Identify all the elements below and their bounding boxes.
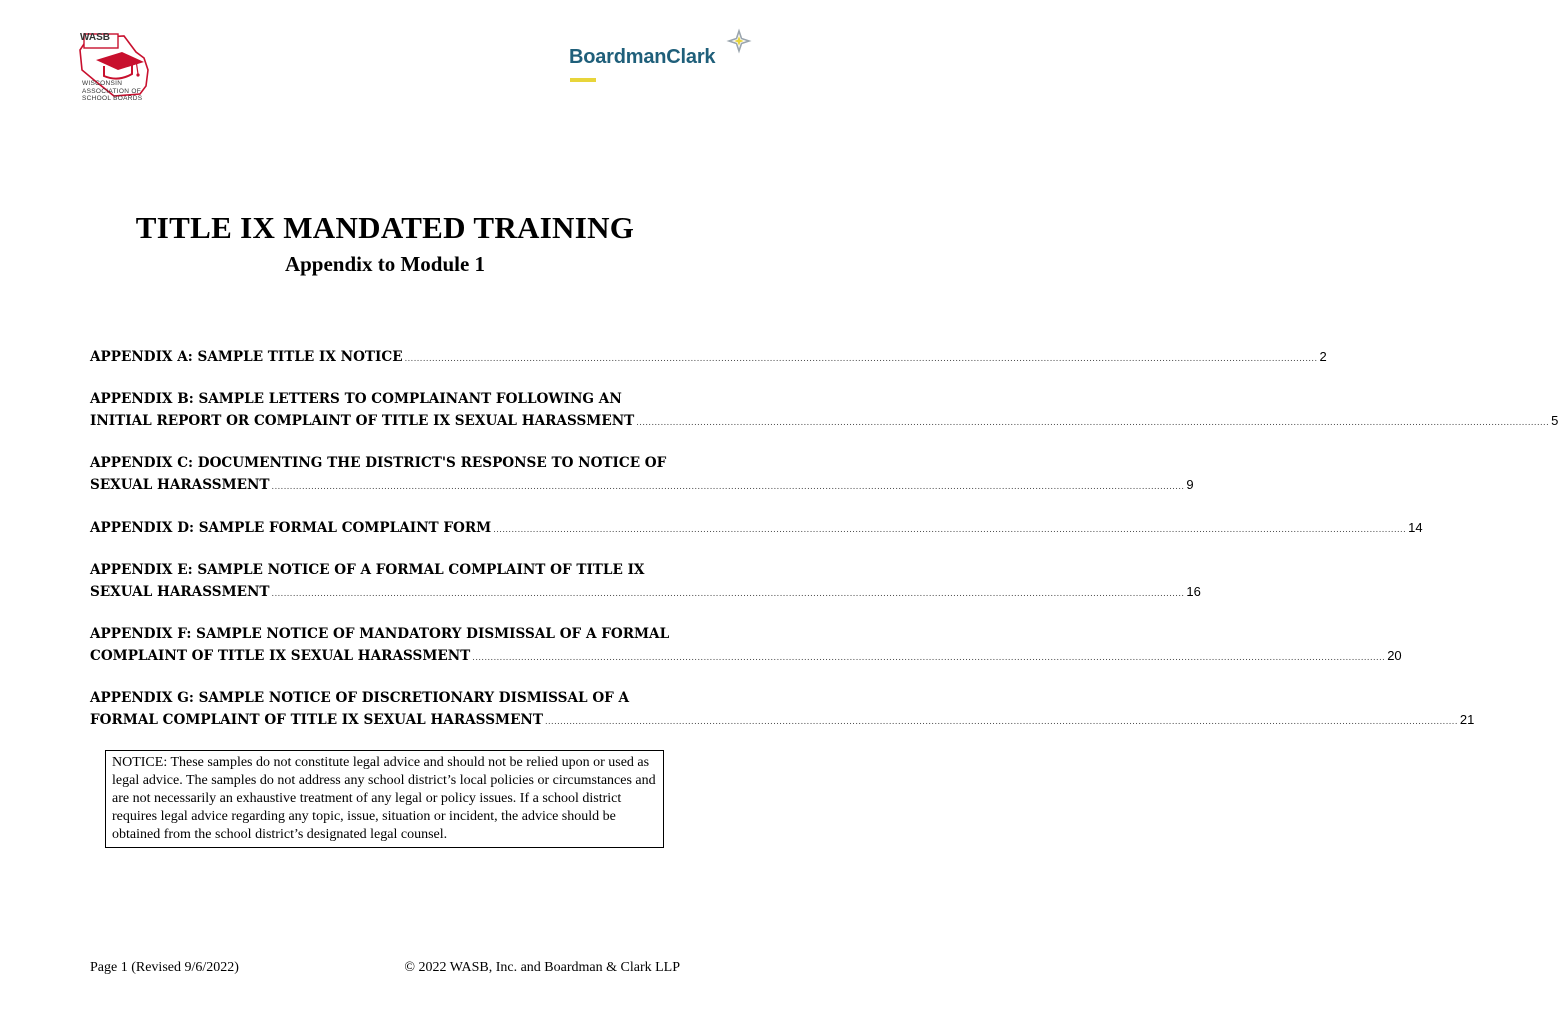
- toc-page-number: 5: [1551, 413, 1558, 428]
- toc-entry-line: [90, 453, 680, 474]
- footer-copyright: © 2022 WASB, Inc. and Boardman & Clark LLP: [404, 960, 680, 975]
- toc-entry-line: [90, 389, 680, 410]
- toc-entry-text: SEXUAL HARASSMENT: [90, 584, 270, 600]
- toc-entry-text: APPENDIX G: SAMPLE NOTICE OF DISCRETIONARY DISMISSAL OF A: [90, 690, 630, 706]
- toc-entry[interactable]: [90, 346, 1327, 369]
- toc-entry-text: APPENDIX C: DOCUMENTING THE DISTRICT'S RESPONSE TO NOTICE OF: [90, 455, 667, 471]
- toc-entry[interactable]: [90, 560, 1201, 604]
- footer-page-info: Page 1 (Revised 9/6/2022): [90, 960, 239, 975]
- legal-notice-box: NOTICE: These samples do not constitute legal advice and should not be relied upon or used as legal advice. The samples do not address any school district’s local policies or circumstances and are not necessarily an exhaustive treatment of any legal or policy issues. If a school district requires legal advice regarding any topic, issue, situation or incident, the advice should be obtained from the school district’s designated legal counsel.: [105, 750, 664, 848]
- toc-page-number: 2: [1319, 349, 1327, 364]
- toc-entry-line: [90, 410, 1558, 433]
- toc-leader-dots: ............................................................................................................................................................................................................................................................................................................: [544, 717, 1458, 726]
- toc-entry-line: [90, 346, 1327, 369]
- toc-entry-text: APPENDIX A: SAMPLE TITLE IX NOTICE: [90, 349, 403, 365]
- toc-entry-line: [90, 624, 680, 645]
- toc-entry-line: [90, 560, 680, 581]
- toc-entry-text: APPENDIX F: SAMPLE NOTICE OF MANDATORY DISMISSAL OF A FORMAL: [90, 626, 670, 642]
- toc-entry-line: [90, 645, 1402, 668]
- wasb-logo: [74, 30, 174, 122]
- document-title: TITLE IX MANDATED TRAINING: [135, 210, 635, 245]
- toc-leader-dots: ............................................................................................................................................................................................................................................................................................................: [404, 354, 1318, 363]
- toc-entry-text: COMPLAINT OF TITLE IX SEXUAL HARASSMENT: [90, 648, 471, 664]
- toc-entry-text: INITIAL REPORT OR COMPLAINT OF TITLE IX SEXUAL HARASSMENT: [90, 413, 635, 429]
- toc-entry-line: [90, 517, 1423, 540]
- toc-entry-text: APPENDIX E: SAMPLE NOTICE OF A FORMAL COMPLAINT OF TITLE IX: [90, 562, 645, 578]
- toc-page-number: 16: [1186, 584, 1201, 599]
- toc-entry-line: [90, 688, 680, 709]
- document-subtitle: Appendix to Module 1: [284, 252, 486, 276]
- toc-entry[interactable]: [90, 517, 1423, 540]
- wasb-name-line-2: ASSOCIATION OF: [82, 87, 141, 95]
- toc-page-number: 20: [1387, 648, 1402, 663]
- toc-entry-line: [90, 474, 1194, 497]
- toc-leader-dots: ............................................................................................................................................................................................................................................................................................................: [636, 418, 1550, 427]
- toc-leader-dots: ............................................................................................................................................................................................................................................................................................................: [271, 589, 1185, 598]
- toc-entry-line: [90, 581, 1201, 604]
- toc-entry-text: FORMAL COMPLAINT OF TITLE IX SEXUAL HARASSMENT: [90, 712, 543, 728]
- wasb-name: [82, 80, 142, 103]
- toc-entry-text: APPENDIX B: SAMPLE LETTERS TO COMPLAINANT FOLLOWING AN: [90, 391, 622, 407]
- toc-entry-text: APPENDIX D: SAMPLE FORMAL COMPLAINT FORM: [90, 520, 492, 536]
- table-of-contents: [90, 346, 1558, 752]
- wasb-logo-label: WASB: [80, 32, 110, 43]
- toc-entry[interactable]: [90, 453, 1194, 497]
- toc-page-number: 14: [1408, 520, 1423, 535]
- toc-entry[interactable]: [90, 688, 1475, 732]
- boardmanclark-logo: BoardmanClark: [569, 46, 716, 68]
- wasb-name-line-1: WISCONSIN: [82, 80, 123, 87]
- boardmanclark-underline: [570, 78, 596, 82]
- sparkle-icon: [728, 30, 750, 52]
- toc-entry-text: SEXUAL HARASSMENT: [90, 477, 270, 493]
- toc-entry[interactable]: [90, 624, 1402, 668]
- toc-page-number: 9: [1186, 477, 1194, 492]
- toc-entry[interactable]: [90, 389, 1558, 433]
- toc-leader-dots: ............................................................................................................................................................................................................................................................................................................: [472, 653, 1386, 662]
- toc-page-number: 21: [1459, 712, 1475, 727]
- wasb-name-line-3: SCHOOL BOARDS: [82, 95, 143, 103]
- toc-entry-line: [90, 709, 1475, 732]
- toc-leader-dots: ............................................................................................................................................................................................................................................................................................................: [493, 525, 1407, 534]
- toc-leader-dots: ............................................................................................................................................................................................................................................................................................................: [271, 482, 1185, 491]
